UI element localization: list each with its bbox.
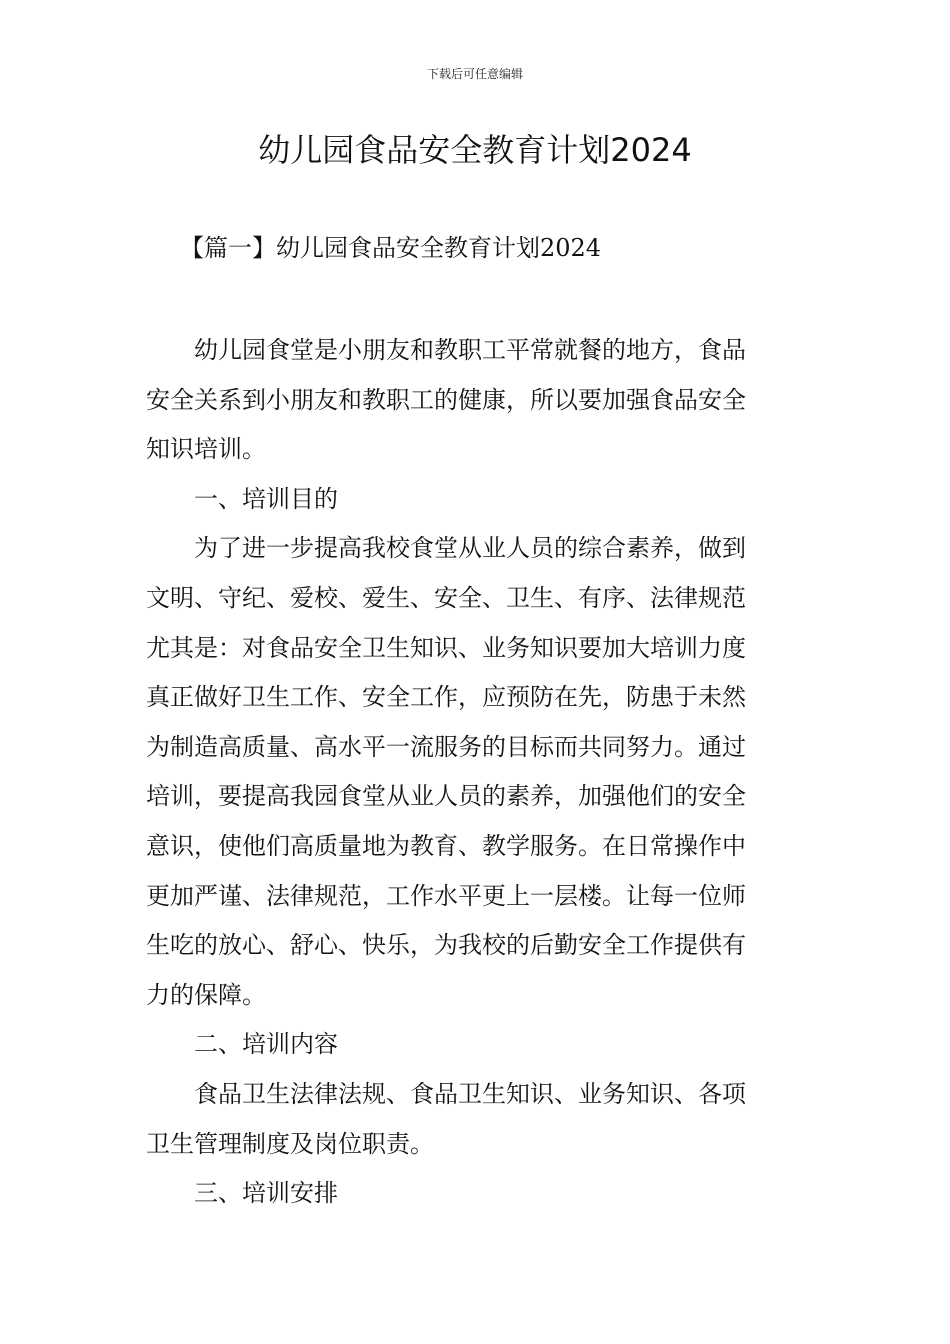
heading-training-arrangement: 三、培训安排 — [194, 1179, 338, 1208]
header-note: 下载后可任意编辑 — [426, 67, 523, 81]
heading-training-content: 二、培训内容 — [194, 1030, 338, 1059]
document-title: 幼儿园食品安全教育计划2024 — [258, 131, 692, 169]
intro-paragraph: 幼儿园食堂是小朋友和教职工平常就餐的地方，食品 安全关系到小朋友和教职工的健康，所以要加强食品安全 知识培训。 — [146, 336, 746, 464]
heading-training-purpose: 一、培训目的 — [194, 484, 338, 513]
section-title: 【篇一】幼儿园食品安全教育计划2024 — [180, 234, 602, 262]
content-paragraph: 食品卫生法律法规、食品卫生知识、业务知识、各项 卫生管理制度及岗位职责。 — [146, 1079, 746, 1158]
document-body — [146, 326, 806, 1219]
purpose-paragraph: 为了进一步提高我校食堂从业人员的综合素养，做到 文明、守纪、爱校、爱生、安全、卫生、有序、法律规范 尤其是：对食品安全卫生知识、业务知识要加大培训力度 真正做好卫生工作、安全工作，应预防在先，防患于未然 为制造高质量、高水平一流服务的目标而共同努力。通过 培训，要提高我园食堂从业人员的素养，加强他们的安全 意识，使他们高质量地为教育、教学服务。在日常操作中 更加严谨、法律规范，工作水平更上一层楼。让每一位师 生吃的放心、舒心、快乐，为我校的后勤安全工作提供有 力的保障。 — [146, 534, 746, 1009]
